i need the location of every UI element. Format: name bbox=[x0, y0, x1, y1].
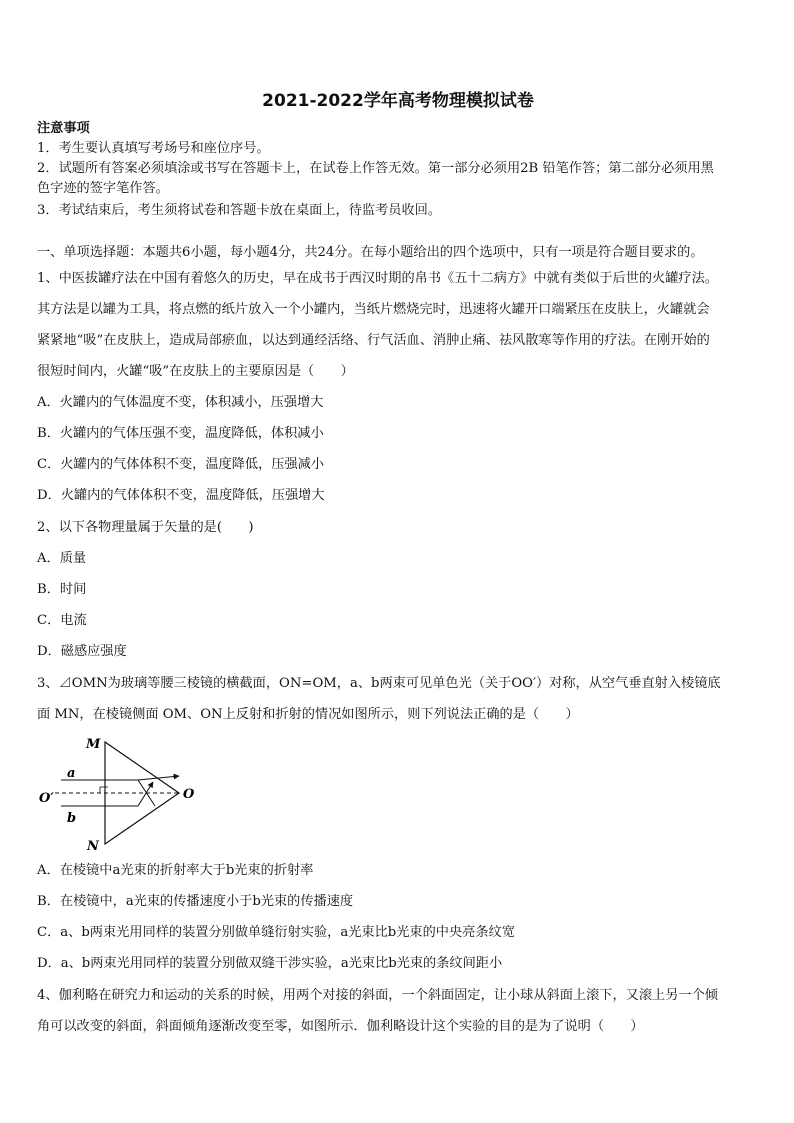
ray-b-reflected bbox=[138, 782, 153, 806]
q2-option-a: A．质量 bbox=[37, 551, 87, 566]
prism-diagram bbox=[37, 732, 197, 854]
q3-stem-line-2: 面 MN，在棱镜侧面 OM、ON上反射和折射的情况如图所示，则下列说法正确的是（ ） bbox=[37, 707, 579, 722]
q1-option-b: B．火罐内的气体压强不变，温度降低，体积减小 bbox=[37, 426, 324, 441]
label-o-prime: O′ bbox=[39, 791, 54, 806]
q1-option-a: A．火罐内的气体温度不变，体积减小，压强增大 bbox=[37, 395, 324, 410]
label-o: O bbox=[183, 787, 195, 802]
notice-heading: 注意事项 bbox=[37, 121, 90, 136]
q3-option-a: A．在棱镜中a光束的折射率大于b光束的折射率 bbox=[37, 863, 314, 878]
label-b: b bbox=[67, 811, 77, 826]
right-angle-mark bbox=[100, 787, 108, 793]
notice-item-2-cont: 色字迹的签字笔作答。 bbox=[37, 181, 169, 196]
q3-option-d: D．a、b两束光用同样的装置分别做双缝干涉实验，a光束比b光束的条纹间距小 bbox=[37, 956, 503, 971]
label-a: a bbox=[67, 766, 76, 781]
notice-item-1: 1．考生要认真填写考场号和座位序号。 bbox=[37, 141, 270, 156]
q4-stem-line-1: 4、伽利略在研究力和运动的关系的时候，用两个对接的斜面，一个斜面固定，让小球从斜面上滚下，又滚上另一个倾 bbox=[37, 988, 718, 1003]
notice-item-3: 3．考试结束后，考生须将试卷和答题卡放在桌面上，待监考员收回。 bbox=[37, 203, 442, 218]
section-header: 一、单项选择题：本题共6小题，每小题4分，共24分。在每小题给出的四个选项中，只有一项是符合题目要求的。 bbox=[37, 245, 704, 260]
q1-stem-line-3: 紧紧地“吸”在皮肤上，造成局部瘀血，以达到通经活络、行气活血、消肿止痛、祛风散寒等作用的疗法。在刚开始的 bbox=[37, 333, 710, 348]
q1-option-c: C．火罐内的气体体积不变，温度降低，压强减小 bbox=[37, 457, 325, 472]
q4-stem-line-2: 角可以改变的斜面，斜面倾角逐渐改变至零，如图所示．伽利略设计这个实验的目的是为了说明（ ） bbox=[37, 1019, 644, 1034]
q3-option-b: B．在棱镜中，a光束的传播速度小于b光束的传播速度 bbox=[37, 894, 354, 909]
q1-stem-line-1: 1、中医拔罐疗法在中国有着悠久的历史，早在成书于西汉时期的帛书《五十二病方》中就有类似于后世的火罐疗法。 bbox=[37, 271, 718, 286]
q1-option-d: D．火罐内的气体体积不变，温度降低，压强增大 bbox=[37, 488, 325, 503]
q1-stem-line-4: 很短时间内，火罐“吸”在皮肤上的主要原因是（ ） bbox=[37, 364, 354, 379]
label-n: N bbox=[87, 839, 99, 854]
q2-stem: 2、以下各物理量属于矢量的是( ) bbox=[37, 520, 254, 535]
q2-option-d: D．磁感应强度 bbox=[37, 644, 127, 659]
q2-option-c: C．电流 bbox=[37, 613, 87, 628]
page-title: 2021-2022学年高考物理模拟试卷 bbox=[262, 91, 534, 111]
notice-item-2: 2．试题所有答案必须填涂或书写在答题卡上，在试卷上作答无效。第一部分必须用2B 铅笔作答；第二部分必须用黑 bbox=[37, 161, 714, 176]
q2-option-b: B．时间 bbox=[37, 582, 87, 597]
q3-stem-line-1: 3、⊿OMN为玻璃等腰三棱镜的横截面，ON=OM，a、b两束可见单色光（关于OO′）对称，从空气垂直射入棱镜底 bbox=[37, 676, 721, 691]
label-m: M bbox=[86, 737, 101, 752]
q3-option-c: C．a、b两束光用同样的装置分别做单缝衍射实验，a光束比b光束的中央亮条纹宽 bbox=[37, 925, 515, 940]
q1-stem-line-2: 其方法是以罐为工具，将点燃的纸片放入一个小罐内，当纸片燃烧完时，迅速将火罐开口端紧压在皮肤上，火罐就会 bbox=[37, 302, 710, 317]
